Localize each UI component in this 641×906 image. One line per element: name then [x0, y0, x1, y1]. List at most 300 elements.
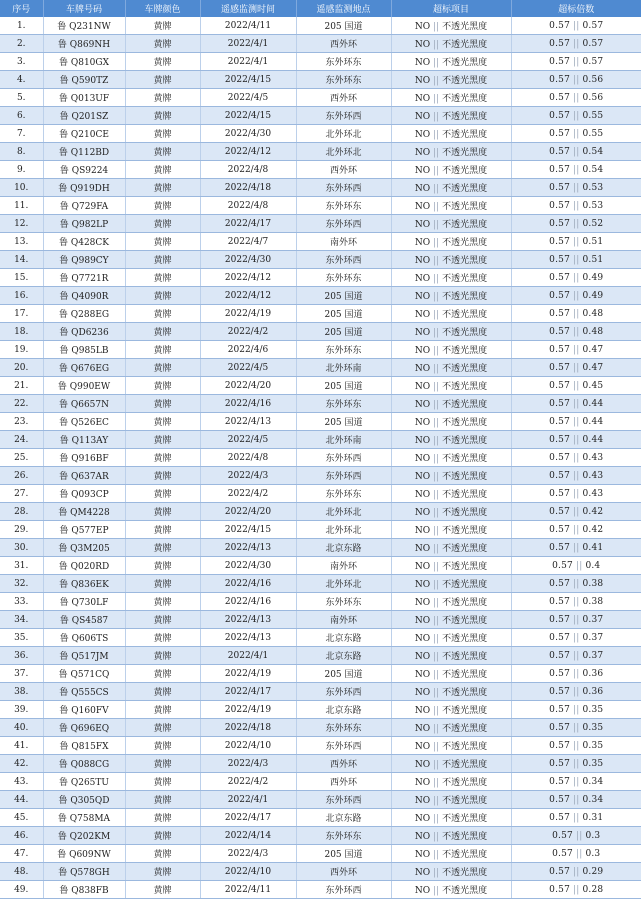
- plate-number: 鲁 Q526EC: [43, 413, 125, 431]
- plate-number: 鲁 Q590TZ: [43, 71, 125, 89]
- plate-number: 鲁 Q919DH: [43, 179, 125, 197]
- exceed-ratio: [511, 503, 641, 521]
- exceed-item-code: NO: [414, 544, 431, 554]
- row-index: 2.: [0, 35, 43, 53]
- separator: ||: [573, 92, 580, 103]
- exceed-limit: 0.57: [549, 506, 571, 517]
- table-row: [0, 791, 641, 809]
- monitor-location: 东外环西: [296, 107, 391, 125]
- monitor-location: 东外环东: [296, 593, 391, 611]
- plate-color: 黄牌: [125, 611, 200, 629]
- exceed-limit: 0.57: [549, 596, 571, 607]
- exceed-ratio-value: 0.47: [582, 362, 604, 373]
- exceed-item-code: NO: [414, 562, 431, 572]
- row-index: 42.: [0, 755, 43, 773]
- exceed-item: [391, 233, 511, 251]
- exceed-limit: 0.57: [549, 686, 571, 697]
- exceed-limit: 0.57: [549, 254, 571, 265]
- exceed-item-code: NO: [414, 364, 431, 374]
- table-row: [0, 845, 641, 863]
- table-row: [0, 215, 641, 233]
- exceed-ratio: [511, 53, 641, 71]
- monitor-location: 北外环南: [296, 431, 391, 449]
- exceed-ratio: [511, 251, 641, 269]
- exceed-item: [391, 53, 511, 71]
- exceed-ratio-value: 0.4: [585, 560, 601, 571]
- exceed-ratio-value: 0.48: [582, 326, 604, 337]
- plate-color: 黄牌: [125, 341, 200, 359]
- separator: ||: [573, 794, 580, 805]
- exceed-item-name: 不透光黑度: [442, 58, 488, 68]
- separator: ||: [573, 704, 580, 715]
- exceed-limit: 0.57: [549, 776, 571, 787]
- separator: ||: [433, 454, 440, 464]
- separator: ||: [573, 236, 580, 247]
- exceed-item: [391, 125, 511, 143]
- separator: ||: [573, 506, 580, 517]
- monitor-time: 2022/4/3: [200, 467, 296, 485]
- plate-color: 黄牌: [125, 701, 200, 719]
- plate-color: 黄牌: [125, 809, 200, 827]
- plate-color: 黄牌: [125, 287, 200, 305]
- exceed-item: [391, 107, 511, 125]
- header-exceed-ratio: 超标倍数: [511, 0, 641, 17]
- exceed-ratio: [511, 395, 641, 413]
- exceed-item: [391, 413, 511, 431]
- plate-color: 黄牌: [125, 161, 200, 179]
- row-index: 1.: [0, 17, 43, 35]
- exceed-ratio: [511, 179, 641, 197]
- table-row: [0, 89, 641, 107]
- monitor-time: 2022/4/2: [200, 323, 296, 341]
- separator: ||: [573, 38, 580, 49]
- exceed-ratio: [511, 17, 641, 35]
- monitor-time: 2022/4/13: [200, 629, 296, 647]
- row-index: 19.: [0, 341, 43, 359]
- exceed-item-name: 不透光黑度: [442, 868, 488, 878]
- exceed-ratio-value: 0.42: [582, 524, 604, 535]
- monitor-location: 205 国道: [296, 287, 391, 305]
- exceed-item-code: NO: [414, 94, 431, 104]
- plate-number: 鲁 Q4090R: [43, 287, 125, 305]
- exceed-item-code: NO: [414, 670, 431, 680]
- separator: ||: [433, 292, 440, 302]
- plate-color: 黄牌: [125, 503, 200, 521]
- table-row: [0, 593, 641, 611]
- monitor-location: 西外环: [296, 89, 391, 107]
- monitor-location: 东外环东: [296, 341, 391, 359]
- plate-color: 黄牌: [125, 431, 200, 449]
- monitor-location: 南外环: [296, 611, 391, 629]
- exceed-item: [391, 17, 511, 35]
- exceed-item-name: 不透光黑度: [442, 760, 488, 770]
- plate-number: 鲁 Q231NW: [43, 17, 125, 35]
- exceed-limit: 0.57: [549, 74, 571, 85]
- monitor-location: 205 国道: [296, 305, 391, 323]
- exceed-ratio: [511, 197, 641, 215]
- exceed-item-name: 不透光黑度: [442, 832, 488, 842]
- separator: ||: [433, 364, 440, 374]
- monitor-time: 2022/4/15: [200, 521, 296, 539]
- table-row: [0, 575, 641, 593]
- plate-number: 鲁 Q810GX: [43, 53, 125, 71]
- separator: ||: [433, 382, 440, 392]
- exceed-item-name: 不透光黑度: [442, 688, 488, 698]
- separator: ||: [433, 652, 440, 662]
- plate-number: 鲁 QM4228: [43, 503, 125, 521]
- row-index: 20.: [0, 359, 43, 377]
- exceed-item: [391, 683, 511, 701]
- exceed-item-code: NO: [414, 400, 431, 410]
- separator: ||: [433, 76, 440, 86]
- plate-number: 鲁 Q160FV: [43, 701, 125, 719]
- separator: ||: [433, 778, 440, 788]
- exceed-item-code: NO: [414, 328, 431, 338]
- table-row: [0, 881, 641, 899]
- separator: ||: [433, 670, 440, 680]
- exceed-ratio: [511, 431, 641, 449]
- plate-number: 鲁 Q020RD: [43, 557, 125, 575]
- table-row: [0, 287, 641, 305]
- exceed-ratio: [511, 629, 641, 647]
- exceed-item-code: NO: [414, 688, 431, 698]
- exceed-ratio-value: 0.54: [582, 164, 604, 175]
- exceed-ratio: [511, 881, 641, 899]
- exceed-item-code: NO: [414, 202, 431, 212]
- table-row: [0, 35, 641, 53]
- exceed-item: [391, 863, 511, 881]
- exceed-item-code: NO: [414, 706, 431, 716]
- monitor-time: 2022/4/15: [200, 107, 296, 125]
- exceed-item-name: 不透光黑度: [442, 130, 488, 140]
- exceed-item: [391, 809, 511, 827]
- exceed-ratio: [511, 35, 641, 53]
- plate-color: 黄牌: [125, 71, 200, 89]
- monitor-location: 东外环西: [296, 791, 391, 809]
- exceed-ratio: [511, 647, 641, 665]
- exceed-ratio: [511, 791, 641, 809]
- row-index: 43.: [0, 773, 43, 791]
- exceed-ratio: [511, 557, 641, 575]
- separator: ||: [573, 740, 580, 751]
- monitor-time: 2022/4/16: [200, 395, 296, 413]
- table-row: [0, 107, 641, 125]
- exceed-limit: 0.57: [549, 524, 571, 535]
- exceed-item-name: 不透光黑度: [442, 706, 488, 716]
- exceed-ratio: [511, 521, 641, 539]
- row-index: 15.: [0, 269, 43, 287]
- monitor-time: 2022/4/1: [200, 53, 296, 71]
- separator: ||: [433, 112, 440, 122]
- exceed-limit: 0.57: [549, 632, 571, 643]
- plate-number: 鲁 QD6236: [43, 323, 125, 341]
- exceed-item: [391, 845, 511, 863]
- table-row: [0, 485, 641, 503]
- monitor-location: 北京东路: [296, 809, 391, 827]
- separator: ||: [573, 326, 580, 337]
- separator: ||: [433, 814, 440, 824]
- plate-color: 黄牌: [125, 881, 200, 899]
- monitor-location: 205 国道: [296, 17, 391, 35]
- header-row: [0, 0, 641, 17]
- exceed-item-name: 不透光黑度: [442, 364, 488, 374]
- exceed-ratio: [511, 107, 641, 125]
- monitor-time: 2022/4/12: [200, 143, 296, 161]
- plate-number: 鲁 Q571CQ: [43, 665, 125, 683]
- plate-number: 鲁 Q555CS: [43, 683, 125, 701]
- row-index: 28.: [0, 503, 43, 521]
- exceed-item-name: 不透光黑度: [442, 472, 488, 482]
- exceed-item: [391, 395, 511, 413]
- row-index: 48.: [0, 863, 43, 881]
- exceed-item: [391, 449, 511, 467]
- exceed-limit: 0.57: [549, 380, 571, 391]
- row-index: 10.: [0, 179, 43, 197]
- exceed-limit: 0.57: [549, 812, 571, 823]
- monitor-location: 205 国道: [296, 413, 391, 431]
- plate-number: 鲁 Q3M205: [43, 539, 125, 557]
- monitor-time: 2022/4/11: [200, 881, 296, 899]
- row-index: 13.: [0, 233, 43, 251]
- exceed-ratio-value: 0.36: [582, 686, 604, 697]
- exceed-item: [391, 755, 511, 773]
- exceed-item-code: NO: [414, 796, 431, 806]
- exceed-item-code: NO: [414, 652, 431, 662]
- exceed-limit: 0.57: [549, 20, 571, 31]
- separator: ||: [573, 290, 580, 301]
- table-row: [0, 647, 641, 665]
- exceed-item-code: NO: [414, 58, 431, 68]
- row-index: 27.: [0, 485, 43, 503]
- exceed-ratio: [511, 737, 641, 755]
- monitor-time: 2022/4/10: [200, 737, 296, 755]
- row-index: 38.: [0, 683, 43, 701]
- row-index: 34.: [0, 611, 43, 629]
- plate-color: 黄牌: [125, 863, 200, 881]
- exceed-ratio-value: 0.47: [582, 344, 604, 355]
- exceed-item: [391, 521, 511, 539]
- exceed-item: [391, 791, 511, 809]
- separator: ||: [433, 706, 440, 716]
- separator: ||: [433, 490, 440, 500]
- row-index: 44.: [0, 791, 43, 809]
- monitor-time: 2022/4/17: [200, 683, 296, 701]
- monitor-location: 西外环: [296, 35, 391, 53]
- exceed-item-code: NO: [414, 454, 431, 464]
- row-index: 3.: [0, 53, 43, 71]
- separator: ||: [433, 202, 440, 212]
- plate-number: 鲁 Q985LB: [43, 341, 125, 359]
- exceed-item-name: 不透光黑度: [442, 256, 488, 266]
- separator: ||: [573, 362, 580, 373]
- exceed-item: [391, 89, 511, 107]
- table-row: [0, 143, 641, 161]
- plate-color: 黄牌: [125, 719, 200, 737]
- exceed-ratio: [511, 827, 641, 845]
- table-row: [0, 377, 641, 395]
- exceed-ratio-value: 0.38: [582, 578, 604, 589]
- exceed-ratio-value: 0.53: [582, 200, 604, 211]
- exceed-item: [391, 467, 511, 485]
- monitor-time: 2022/4/3: [200, 755, 296, 773]
- exceed-limit: 0.57: [549, 650, 571, 661]
- separator: ||: [573, 632, 580, 643]
- plate-number: 鲁 Q113AY: [43, 431, 125, 449]
- plate-color: 黄牌: [125, 773, 200, 791]
- exceed-item-name: 不透光黑度: [442, 76, 488, 86]
- exceed-item-name: 不透光黑度: [442, 850, 488, 860]
- plate-color: 黄牌: [125, 485, 200, 503]
- separator: ||: [433, 40, 440, 50]
- exceed-limit: 0.57: [549, 722, 571, 733]
- separator: ||: [573, 542, 580, 553]
- monitor-location: 北外环北: [296, 125, 391, 143]
- exceed-item-name: 不透光黑度: [442, 382, 488, 392]
- row-index: 21.: [0, 377, 43, 395]
- monitor-time: 2022/4/19: [200, 665, 296, 683]
- exceed-limit: 0.57: [549, 704, 571, 715]
- plate-number: 鲁 Q676EG: [43, 359, 125, 377]
- exceed-ratio-value: 0.44: [582, 434, 604, 445]
- plate-number: 鲁 Q201SZ: [43, 107, 125, 125]
- monitor-time: 2022/4/15: [200, 71, 296, 89]
- plate-number: 鲁 Q982LP: [43, 215, 125, 233]
- row-index: 41.: [0, 737, 43, 755]
- exceed-ratio-value: 0.43: [582, 452, 604, 463]
- exceed-item-name: 不透光黑度: [442, 634, 488, 644]
- exceed-limit: 0.57: [549, 38, 571, 49]
- header-plate-color: 车牌颜色: [125, 0, 200, 17]
- exceed-ratio: [511, 485, 641, 503]
- row-index: 11.: [0, 197, 43, 215]
- exceed-item-name: 不透光黑度: [442, 616, 488, 626]
- exceed-ratio-value: 0.35: [582, 740, 604, 751]
- monitor-location: 西外环: [296, 161, 391, 179]
- monitor-location: 205 国道: [296, 665, 391, 683]
- row-index: 32.: [0, 575, 43, 593]
- exceed-item: [391, 431, 511, 449]
- exceed-item-code: NO: [414, 472, 431, 482]
- separator: ||: [433, 436, 440, 446]
- table-row: [0, 449, 641, 467]
- exceed-item: [391, 377, 511, 395]
- exceed-item: [391, 557, 511, 575]
- row-index: 22.: [0, 395, 43, 413]
- row-index: 6.: [0, 107, 43, 125]
- table-row: [0, 611, 641, 629]
- exceed-item-name: 不透光黑度: [442, 22, 488, 32]
- separator: ||: [433, 94, 440, 104]
- table-row: [0, 71, 641, 89]
- exceed-item-name: 不透光黑度: [442, 652, 488, 662]
- monitor-location: 东外环东: [296, 269, 391, 287]
- exceed-item-code: NO: [414, 256, 431, 266]
- monitor-location: 西外环: [296, 755, 391, 773]
- plate-number: 鲁 Q730LF: [43, 593, 125, 611]
- separator: ||: [573, 146, 580, 157]
- row-index: 49.: [0, 881, 43, 899]
- exceed-item-code: NO: [414, 868, 431, 878]
- separator: ||: [575, 848, 583, 859]
- separator: ||: [573, 56, 580, 67]
- monitor-location: 东外环东: [296, 53, 391, 71]
- exceed-item-code: NO: [414, 742, 431, 752]
- exceed-item: [391, 71, 511, 89]
- exceed-ratio: [511, 377, 641, 395]
- row-index: 40.: [0, 719, 43, 737]
- exceed-item-code: NO: [414, 814, 431, 824]
- table-row: [0, 683, 641, 701]
- exceed-ratio: [511, 611, 641, 629]
- exceed-item-code: NO: [414, 76, 431, 86]
- monitor-time: 2022/4/2: [200, 485, 296, 503]
- exceed-ratio-value: 0.57: [582, 38, 604, 49]
- exceed-item-name: 不透光黑度: [442, 238, 488, 248]
- exceed-limit: 0.57: [549, 470, 571, 481]
- separator: ||: [573, 200, 580, 211]
- table-row: [0, 125, 641, 143]
- exceed-ratio-value: 0.51: [582, 236, 604, 247]
- exceed-limit: 0.57: [549, 128, 571, 139]
- row-index: 17.: [0, 305, 43, 323]
- exceed-item-code: NO: [414, 22, 431, 32]
- monitor-location: 北外环北: [296, 575, 391, 593]
- exceed-item-name: 不透光黑度: [442, 742, 488, 752]
- exceed-limit: 0.57: [549, 182, 571, 193]
- monitor-location: 东外环东: [296, 197, 391, 215]
- plate-color: 黄牌: [125, 557, 200, 575]
- separator: ||: [433, 634, 440, 644]
- exceed-limit: 0.57: [549, 272, 571, 283]
- plate-number: 鲁 Q112BD: [43, 143, 125, 161]
- separator: ||: [433, 148, 440, 158]
- separator: ||: [433, 166, 440, 176]
- monitor-time: 2022/4/1: [200, 35, 296, 53]
- exceed-item: [391, 737, 511, 755]
- exceed-item: [391, 593, 511, 611]
- exceed-item-code: NO: [414, 346, 431, 356]
- separator: ||: [573, 668, 580, 679]
- table-row: [0, 233, 641, 251]
- monitor-location: 北外环北: [296, 521, 391, 539]
- separator: ||: [573, 866, 580, 877]
- exceed-ratio: [511, 287, 641, 305]
- monitor-location: 南外环: [296, 557, 391, 575]
- separator: ||: [433, 328, 440, 338]
- monitor-time: 2022/4/19: [200, 305, 296, 323]
- exceed-ratio: [511, 701, 641, 719]
- row-index: 25.: [0, 449, 43, 467]
- plate-color: 黄牌: [125, 683, 200, 701]
- row-index: 39.: [0, 701, 43, 719]
- row-index: 26.: [0, 467, 43, 485]
- exceed-item-code: NO: [414, 508, 431, 518]
- monitor-location: 西外环: [296, 773, 391, 791]
- plate-color: 黄牌: [125, 647, 200, 665]
- separator: ||: [573, 182, 580, 193]
- plate-color: 黄牌: [125, 251, 200, 269]
- exceed-item-name: 不透光黑度: [442, 148, 488, 158]
- plate-number: 鲁 Q517JM: [43, 647, 125, 665]
- exceed-limit: 0.57: [549, 614, 571, 625]
- exceed-ratio: [511, 863, 641, 881]
- table-row: [0, 719, 641, 737]
- monitor-location: 东外环西: [296, 215, 391, 233]
- table-row: [0, 359, 641, 377]
- exceed-limit: 0.57: [549, 398, 571, 409]
- exceed-ratio-value: 0.51: [582, 254, 604, 265]
- separator: ||: [433, 598, 440, 608]
